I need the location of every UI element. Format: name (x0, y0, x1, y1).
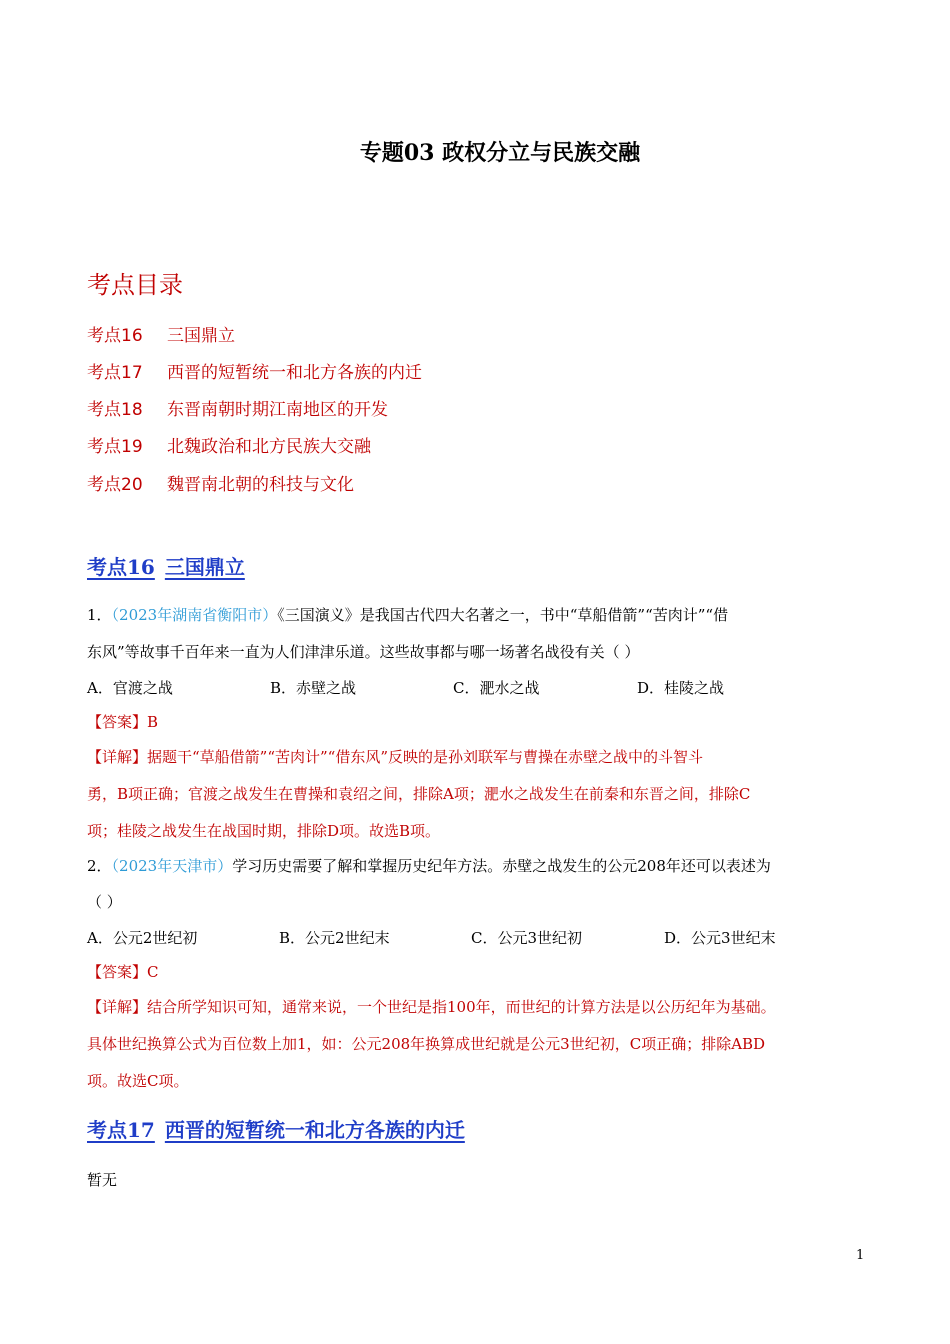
toc-item-19[interactable] (87, 432, 371, 457)
option-b[interactable]: B．赤壁之战 (270, 679, 357, 697)
toc-item-label: 魏晋南北朝的科技与文化 (167, 475, 354, 495)
question-2-detail-line3: 项。故选C项。 (87, 1072, 189, 1090)
question-text: 学习历史需要了解和掌握历史纪年方法。赤壁之战发生的公元208年还可以表述为 (232, 857, 771, 875)
document-title: 专题03 政权分立与民族交融 (359, 140, 641, 166)
section-title: 三国鼎立 (164, 555, 245, 579)
section-title: 西晋的短暂统一和北方各族的内迁 (164, 1118, 465, 1142)
toc-item-label: 西晋的短暂统一和北方各族的内迁 (167, 363, 422, 383)
question-2-answer: 【答案】C (87, 963, 159, 981)
option-c[interactable]: C．淝水之战 (453, 679, 540, 697)
question-2-options (87, 927, 776, 948)
question-number: 2． (87, 857, 112, 875)
toc-item-number: 考点18 (87, 400, 143, 420)
question-1-detail-line2: 勇，B项正确；官渡之战发生在曹操和袁绍之间，排除A项；淝水之战发生在前秦和东晋之间，排除C (87, 785, 751, 803)
question-1-detail-line3: 项；桂陵之战发生在战国时期，排除D项。故选B项。 (87, 822, 441, 840)
option-a[interactable]: A．公元2世纪初 (87, 929, 198, 947)
section-number: 考点16 (87, 555, 155, 579)
toc-item-17[interactable] (87, 358, 422, 383)
option-d[interactable]: D．桂陵之战 (637, 679, 725, 697)
toc-item-16[interactable] (87, 321, 235, 346)
question-1-detail-line1: 【详解】据题干“草船借箭”“苦肉计”“借东风”反映的是孙刘联军与曹操在赤壁之战中的斗智斗 (87, 748, 704, 766)
option-b[interactable]: B．公元2世纪末 (279, 929, 390, 947)
toc-item-number: 考点17 (87, 363, 143, 383)
toc-item-number: 考点19 (87, 437, 143, 457)
question-text: 《三国演义》是我国古代四大名著之一，书中“草船借箭”“苦肉计”“借 (277, 606, 729, 624)
section-heading-16 (87, 551, 245, 580)
option-d[interactable]: D．公元3世纪末 (664, 929, 776, 947)
toc-item-20[interactable] (87, 470, 354, 495)
toc-item-18[interactable] (87, 395, 388, 420)
toc-item-label: 三国鼎立 (167, 326, 235, 346)
question-1-options (87, 677, 724, 698)
section-heading-17 (87, 1114, 465, 1143)
question-1-stem-line2: 东风”等故事千百年来一直为人们津津乐道。这些故事都与哪一场著名战役有关（ ） (87, 643, 640, 661)
question-2-detail-line1: 【详解】结合所学知识可知，通常来说，一个世纪是指100年，而世纪的计算方法是以公历纪年为基础。 (87, 998, 776, 1016)
section-17-note: 暂无 (87, 1171, 118, 1189)
question-2-stem-line2: （ ） (87, 893, 122, 911)
option-a[interactable]: A．官渡之战 (87, 679, 173, 697)
page-number: 1 (856, 1248, 865, 1263)
toc-item-label: 东晋南朝时期江南地区的开发 (167, 400, 388, 420)
question-number: 1． (87, 606, 112, 624)
question-1-stem-line1 (87, 604, 728, 625)
option-c[interactable]: C．公元3世纪初 (471, 929, 583, 947)
question-1-answer: 【答案】B (87, 713, 159, 731)
question-source: （2023年湖南省衡阳市） (111, 606, 278, 624)
toc-item-label: 北魏政治和北方民族大交融 (167, 437, 371, 457)
toc-item-number: 考点16 (87, 326, 143, 346)
section-number: 考点17 (87, 1118, 155, 1142)
question-2-detail-line2: 具体世纪换算公式为百位数上加1，如：公元208年换算成世纪就是公元3世纪初，C项正确；排除ABD (87, 1035, 766, 1053)
question-source: （2023年天津市） (111, 857, 233, 875)
question-2-stem-line1 (87, 855, 771, 876)
toc-heading: 考点目录 (87, 271, 183, 299)
toc-item-number: 考点20 (87, 475, 143, 495)
